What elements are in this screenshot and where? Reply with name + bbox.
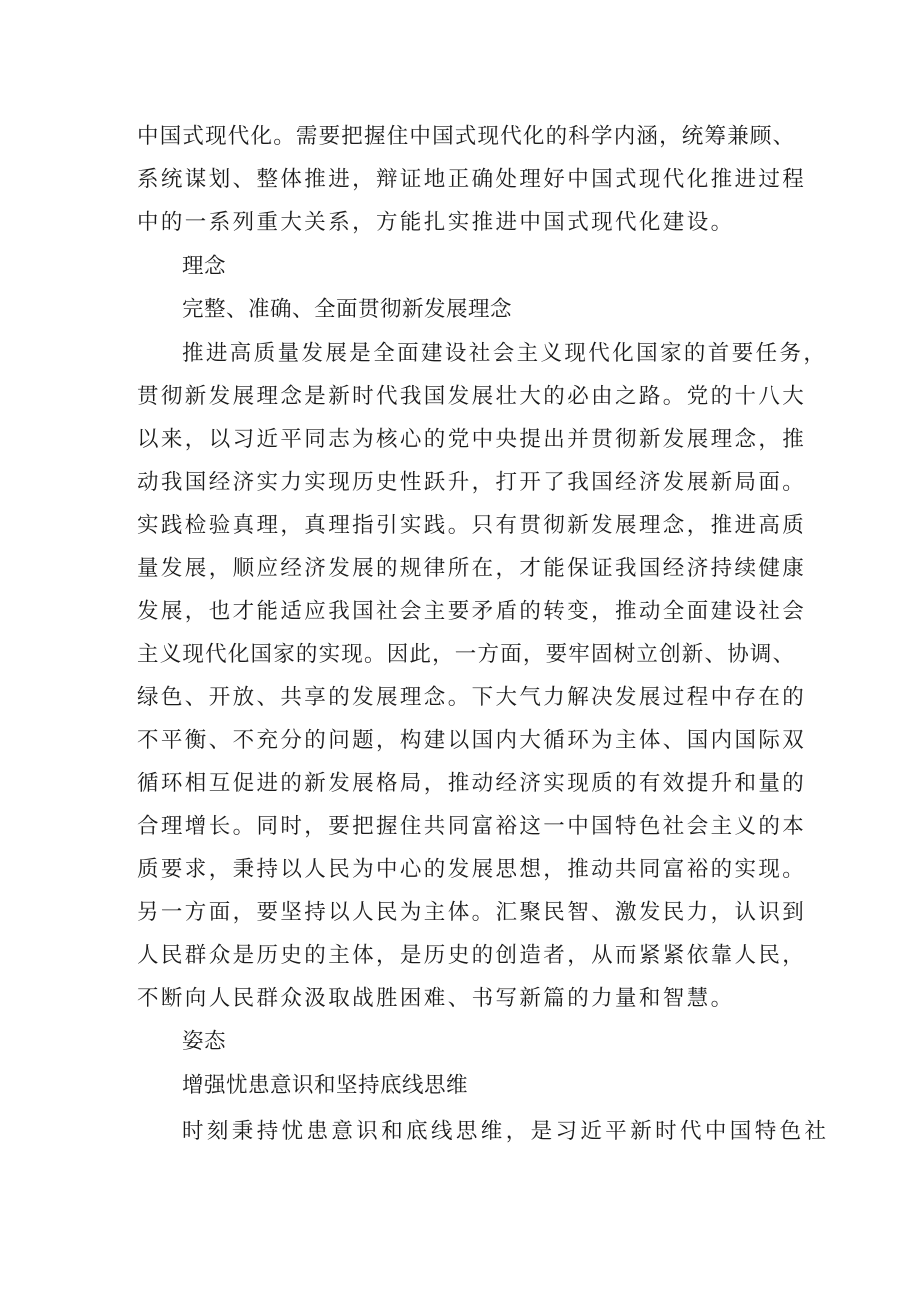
body-text-line: 发展，也才能适应我国社会主要矛盾的转变，推动全面建设社会 — [137, 599, 807, 624]
body-text-line: 系统谋划、整体推进，辩证地正确处理好中国式现代化推进过程 — [137, 167, 807, 192]
body-text-line: 动我国经济实力实现历史性跃升，打开了我国经济发展新局面。 — [137, 470, 807, 495]
body-text-line: 中国式现代化。需要把握住中国式现代化的科学内涵，统筹兼顾、 — [137, 124, 796, 149]
section-label: 姿态 — [182, 1029, 227, 1054]
body-text-line: 人民群众是历史的主体，是历史的创造者，从而紧紧依靠人民， — [137, 943, 807, 968]
body-text-line: 循环相互促进的新发展格局，推动经济实现质的有效提升和量的 — [137, 771, 807, 796]
section-title: 完整、准确、全面贯彻新发展理念 — [182, 297, 513, 322]
body-text-line: 推进高质量发展是全面建设社会主义现代化国家的首要任务， — [182, 341, 828, 366]
body-text-line: 以来，以习近平同志为核心的党中央提出并贯彻新发展理念，推 — [137, 427, 807, 452]
body-text-line: 主义现代化国家的实现。因此，一方面，要牢固树立创新、协调、 — [137, 642, 796, 667]
body-text-line: 中的一系列重大关系，方能扎实推进中国式现代化建设。 — [137, 210, 735, 235]
body-text-line: 贯彻新发展理念是新时代我国发展壮大的必由之路。党的十八大 — [137, 384, 807, 409]
section-label: 理念 — [182, 254, 227, 279]
body-text-line: 不断向人民群众汲取战胜困难、书写新篇的力量和智慧。 — [137, 986, 735, 1011]
body-text-line: 不平衡、不充分的问题，构建以国内大循环为主体、国内国际双 — [137, 728, 807, 753]
body-text-line: 绿色、开放、共享的发展理念。下大气力解决发展过程中存在的 — [137, 685, 807, 710]
body-text-line: 另一方面，要坚持以人民为主体。汇聚民智、激发民力，认识到 — [137, 900, 807, 925]
body-text-line: 时刻秉持忧患意识和底线思维，是习近平新时代中国特色社 — [182, 1119, 830, 1144]
body-text-line: 实践检验真理，真理指引实践。只有贯彻新发展理念，推进高质 — [137, 513, 807, 538]
body-text-line: 质要求，秉持以人民为中心的发展思想，推动共同富裕的实现。 — [137, 857, 807, 882]
body-text-line: 量发展，顺应经济发展的规律所在，才能保证我国经济持续健康 — [137, 556, 807, 581]
section-title: 增强忧患意识和坚持底线思维 — [182, 1073, 469, 1098]
body-text-line: 合理增长。同时，要把握住共同富裕这一中国特色社会主义的本 — [137, 814, 807, 839]
